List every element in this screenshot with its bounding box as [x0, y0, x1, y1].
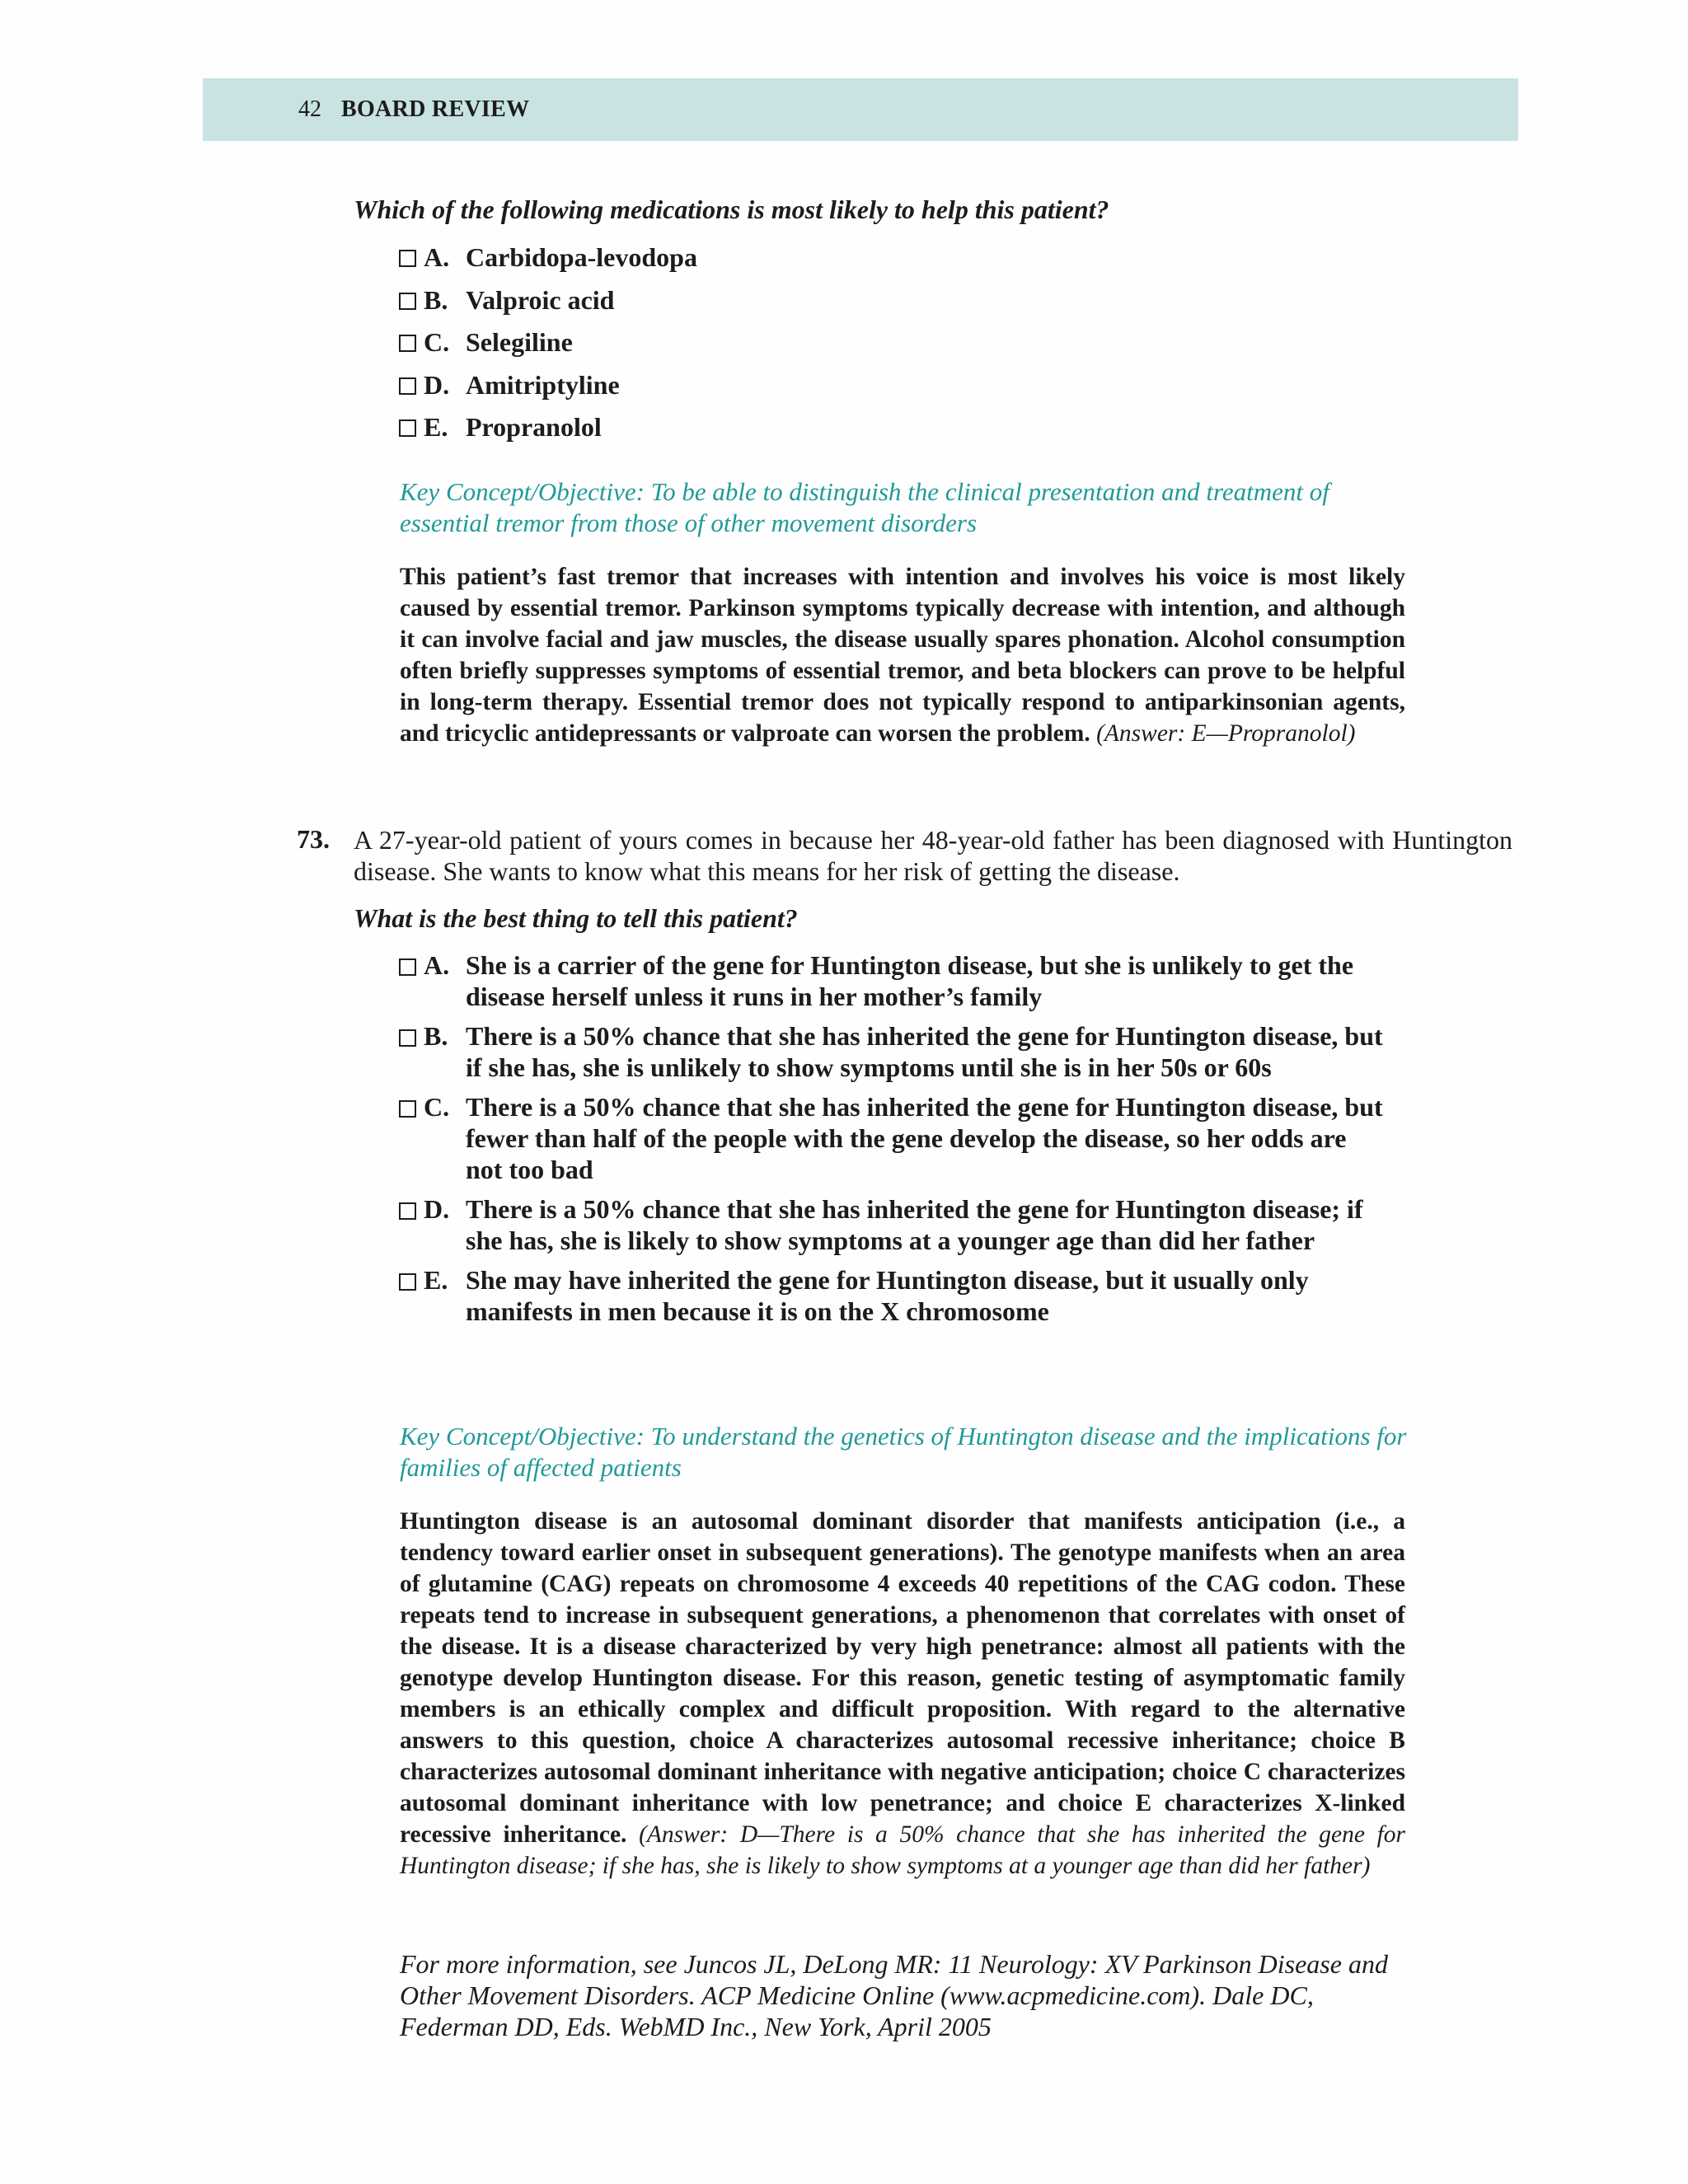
- option-letter: C.: [424, 327, 450, 357]
- key-concept-72: Key Concept/Objective: To be able to distinguish the clinical presentation and treatment of essential tremor from those of other movement disorders: [400, 477, 1329, 537]
- checkbox-icon[interactable]: [399, 293, 416, 310]
- option-text: Carbidopa-levodopa: [466, 242, 697, 272]
- checkbox-icon[interactable]: [399, 1100, 416, 1118]
- option-text: There is a 50% chance that she has inherited the gene for Huntington disease; if she has, she is likely to show symptoms at a younger age than did her father: [466, 1194, 1363, 1255]
- section-title: BOARD REVIEW: [341, 96, 530, 122]
- option-letter: C.: [424, 1092, 450, 1122]
- question-73-prompt: What is the best thing to tell this patient?: [354, 903, 798, 933]
- option-letter: D.: [424, 369, 450, 400]
- reference-note: For more information, see Juncos JL, DeLong MR: 11 Neurology: XV Parkinson Disease and Other Movement Disorders. ACP Medicine Online (www.acpmedicine.com). Dale DC, Federman DD, Eds. WebMD Inc., New York, April 2005: [400, 1949, 1388, 2041]
- explanation-72: [400, 561, 1405, 749]
- option-text: Selegiline: [466, 327, 573, 357]
- checkbox-icon[interactable]: [399, 1273, 416, 1291]
- option-letter: E.: [424, 412, 448, 442]
- key-concept-73: Key Concept/Objective: To understand the genetics of Huntington disease and the implications for families of affected patients: [400, 1422, 1407, 1482]
- option-text: There is a 50% chance that she has inherited the gene for Huntington disease, but if she has, she is unlikely to show symptoms until she is in her 50s or 60s: [466, 1021, 1383, 1082]
- checkbox-icon[interactable]: [399, 958, 416, 976]
- checkbox-icon[interactable]: [399, 250, 416, 267]
- option-text: Propranolol: [466, 412, 602, 442]
- answer-73: (Answer: D—There is a 50% chance that she has inherited the gene for Huntington disease; if she has, she is likely to show symptoms at a younger age than did her father): [400, 1821, 1406, 1879]
- checkbox-icon[interactable]: [399, 419, 416, 437]
- explanation-72-text: This patient’s fast tremor that increases with intention and involves his voice is most likely caused by essential tremor. Parkinson symptoms typically decrease with intention, and although it can involve facial and jaw muscles, the disease usually spares phonation. Alcohol consumption often briefly suppresses symptoms of essential tremor, and beta blockers can prove to be helpful in long-term therapy. Essential tremor does not typically respond to antiparkinsonian agents, and tricyclic antidepressants or valproate can worsen the problem.: [400, 564, 1405, 747]
- option-72-d[interactable]: [399, 368, 1388, 411]
- option-letter: D.: [424, 1194, 450, 1224]
- explanation-73-text: Huntington disease is an autosomal dominant disorder that manifests anticipation (i.e., a tendency toward earlier onset in subsequent generations). The genotype manifests when an area of glutamine (CAG) repeats on chromosome 4 exceeds 40 repetitions of the CAG codon. These repeats tend to increase in subsequent generations, a phenomenon that correlates with onset of the disease. It is a disease characterized by very high penetrance: almost all patients with the genotype develop Huntington disease. For this reason, genetic testing of asymptomatic family members is an ethically complex and difficult proposition. With regard to the alternative answers to this question, choice A characterizes autosomal recessive inheritance; choice B characterizes autosomal dominant inheritance with negative anticipation; choice C characterizes autosomal dominant inheritance with low penetrance; and choice E characterizes X-linked recessive inheritance.: [400, 1508, 1405, 1848]
- option-text: Valproic acid: [466, 284, 615, 315]
- option-letter: A.: [424, 242, 450, 272]
- checkbox-icon[interactable]: [399, 1029, 416, 1047]
- question-72-prompt: Which of the following medications is most likely to help this patient?: [354, 194, 1109, 224]
- option-letter: A.: [424, 950, 450, 980]
- option-72-a[interactable]: [399, 241, 1388, 284]
- option-72-e[interactable]: [399, 410, 1388, 453]
- option-text: There is a 50% chance that she has inherited the gene for Huntington disease, but fewer than half of the people with the gene develop the disease, so her odds are not too bad: [466, 1092, 1383, 1184]
- question-73-number: 73.: [297, 824, 330, 854]
- option-73-b[interactable]: [399, 1020, 1388, 1083]
- option-text: She is a carrier of the gene for Huntington disease, but she is unlikely to get the disease herself unless it runs in her mother’s family: [466, 950, 1354, 1011]
- option-letter: E.: [424, 1265, 448, 1295]
- option-letter: B.: [424, 284, 448, 315]
- option-73-e[interactable]: [399, 1264, 1388, 1327]
- option-letter: B.: [424, 1021, 448, 1051]
- option-73-c[interactable]: [399, 1091, 1388, 1185]
- checkbox-icon[interactable]: [399, 377, 416, 395]
- answer-72: (Answer: E—Propranolol): [1096, 720, 1356, 747]
- option-72-c[interactable]: [399, 326, 1388, 368]
- question-73-options: [399, 949, 1388, 1335]
- checkbox-icon[interactable]: [399, 335, 416, 352]
- checkbox-icon[interactable]: [399, 1202, 416, 1220]
- option-72-b[interactable]: [399, 284, 1388, 326]
- page-header: [203, 78, 1518, 141]
- option-text: She may have inherited the gene for Huntington disease, but it usually only manifests in men because it is on the X chromosome: [466, 1265, 1309, 1326]
- page-number: 42: [298, 96, 321, 122]
- explanation-73: [400, 1506, 1405, 1882]
- option-73-a[interactable]: [399, 949, 1388, 1012]
- question-73-stem: A 27-year-old patient of yours comes in because her 48-year-old father has been diagnosed with Huntington disease. She wants to know what this means for her risk of getting the disease.: [354, 825, 1512, 886]
- option-text: Amitriptyline: [466, 369, 620, 400]
- question-72-options: [399, 241, 1388, 453]
- option-73-d[interactable]: [399, 1193, 1388, 1256]
